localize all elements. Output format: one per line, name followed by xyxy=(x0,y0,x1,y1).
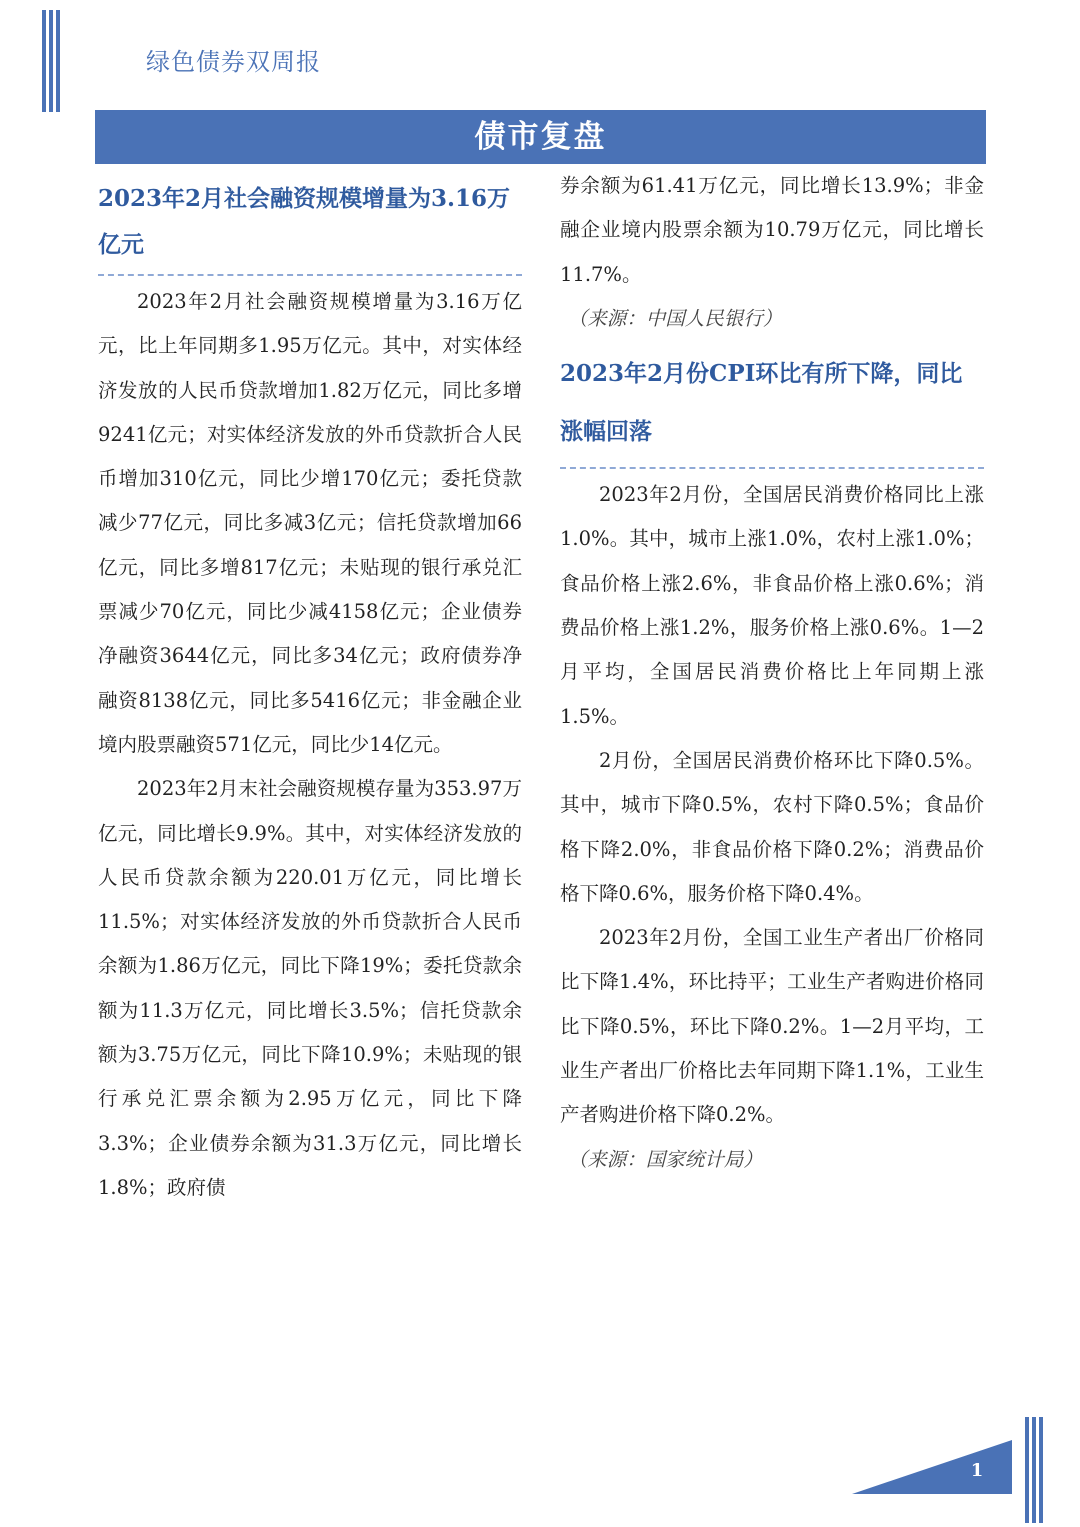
source-note: （来源：国家统计局） xyxy=(567,1147,763,1171)
right-column xyxy=(560,164,984,1182)
article-paragraph: 2023年2月末社会融资规模存量为353.97万亿元，同比增长9.9%。其中，对实体经济发放的人民币贷款余额为220.01万亿元，同比增长11.5%；对实体经济发放的外币贷款折合人民币余额为1.86万亿元，同比下降19%；委托贷款余额为11.3万亿元，同比增长3.5%；信托贷款余额为3.75万亿元，同比下降10.9%；未贴现的银行承兑汇票余额为2.95万亿元，同比下降3.3%；企业债券余额为31.3万亿元，同比增长1.8%；政府债 xyxy=(98,777,522,1199)
article-paragraph: 2023年2月份，全国居民消费价格同比上涨1.0%。其中，城市上涨1.0%，农村上涨1.0%；食品价格上涨2.6%，非食品价格上涨0.6%；消费品价格上涨1.2%，服务价格上涨0.6%。1—2月平均，全国居民消费价格比上年同期上涨1.5%。 xyxy=(560,483,984,728)
section-banner: 债市复盘 xyxy=(95,110,986,164)
article-paragraph: 2023年2月社会融资规模增量为3.16万亿元，比上年同期多1.95万亿元。其中，对实体经济发放的人民币贷款增加1.82万亿元，同比多增9241亿元；对实体经济发放的外币贷款折合人民币增加310亿元，同比少增170亿元；委托贷款减少77亿元，同比多减3亿元；信托贷款增加66亿元，同比多增817亿元；未贴现的银行承兑汇票减少70亿元，同比少减4158亿元；企业债券净融资3644亿元，同比多34亿元；政府债券净融资8138亿元，同比多5416亿元；非金融企业境内股票融资571亿元，同比少14亿元。 xyxy=(98,290,522,756)
header-decoration-bars xyxy=(42,10,62,112)
publication-title: 绿色债券双周报 xyxy=(146,48,321,76)
article-paragraph: 2023年2月份，全国工业生产者出厂价格同比下降1.4%，环比持平；工业生产者购进价格同比下降0.5%，环比下降0.2%。1—2月平均，工业生产者出厂价格比去年同期下降1.1%，工业生产者购进价格下降0.2%。 xyxy=(560,926,984,1127)
article-title: 2023年2月社会融资规模增量为3.16万亿元 xyxy=(98,176,522,276)
article-paragraph-continuation: 券余额为61.41万亿元，同比增长13.9%；非金融企业境内股票余额为10.79万亿元，同比增长11.7%。 xyxy=(560,174,984,286)
article-paragraph: 2月份，全国居民消费价格环比下降0.5%。其中，城市下降0.5%，农村下降0.5%；食品价格下降2.0%，非食品价格下降0.2%；消费品价格下降0.6%，服务价格下降0.4%。 xyxy=(560,748,984,905)
page-number: 1 xyxy=(970,1460,984,1481)
article-title: 2023年2月份CPI环比有所下降，同比涨幅回落 xyxy=(560,345,984,469)
left-column xyxy=(98,176,522,1210)
footer-decoration-bars xyxy=(1025,1417,1045,1523)
source-note: （来源：中国人民银行） xyxy=(567,306,783,330)
